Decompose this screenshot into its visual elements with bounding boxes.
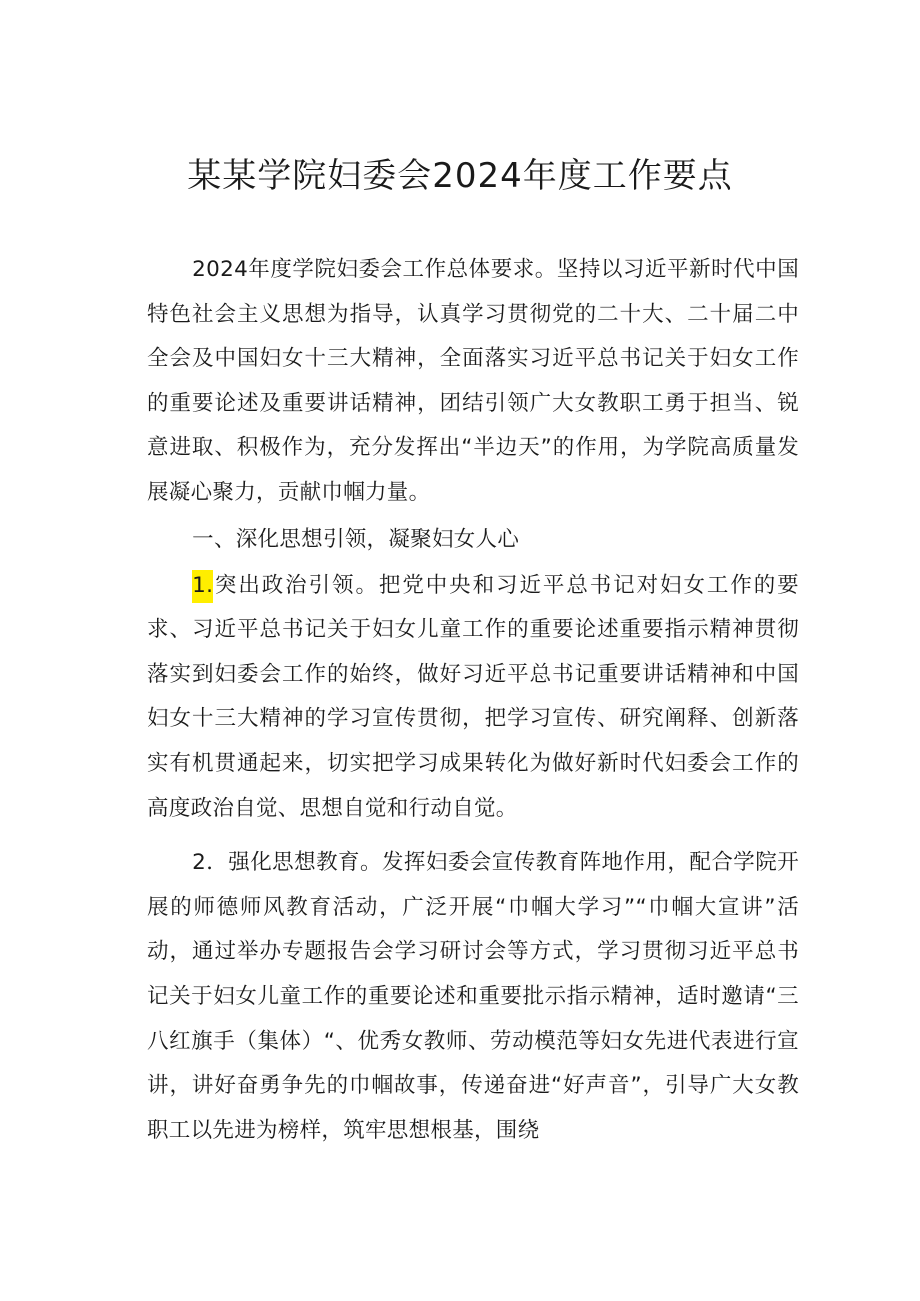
item-1-paragraph [147, 564, 799, 832]
section-heading: 一、深化思想引领，凝聚妇女人心 [192, 526, 520, 552]
item-1-text: 突出政治引领。把党中央和习近平总书记对妇女工作的要求、习近平总书记关于妇女儿童工作的重要论述重要指示精神贯彻落实到妇委会工作的始终，做好习近平总书记重要讲话精神和中国妇女十三大精神的学习宣传贯彻，把学习宣传、研究阐释、创新落实有机贯通起来，切实把学习成果转化为做好新时代妇委会工作的高度政治自觉、思想自觉和行动自觉。 [147, 572, 799, 821]
intro-paragraph: 2024年度学院妇委会工作总体要求。坚持以习近平新时代中国特色社会主义思想为指导，认真学习贯彻党的二十大、二十届二中全会及中国妇女十三大精神，全面落实习近平总书记关于妇女工作的重要论述及重要讲话精神，团结引领广大女教职工勇于担当、锐意进取、积极作为，充分发挥出“半边天”的作用，为学院高质量发展凝心聚力，贡献巾帼力量。 [147, 257, 799, 505]
highlighted-item-number: 1. [192, 570, 213, 603]
document-body [147, 248, 799, 1153]
document-title: 某某学院妇委会2024年度工作要点 [187, 156, 733, 196]
item-2-paragraph: 2．强化思想教育。发挥妇委会宣传教育阵地作用，配合学院开展的师德师风教育活动，广泛开展“巾帼大学习”“巾帼大宣讲”活动，通过举办专题报告会学习研讨会等方式，学习贯彻习近平总书记关于妇女儿童工作的重要论述和重要批示指示精神，适时邀请“三八红旗手（集体）“、优秀女教师、劳动模范等妇女先进代表进行宣讲，讲好奋勇争先的巾帼故事，传递奋进“好声音”，引导广大女教职工以先进为榜样，筑牢思想根基，围绕 [147, 850, 799, 1143]
